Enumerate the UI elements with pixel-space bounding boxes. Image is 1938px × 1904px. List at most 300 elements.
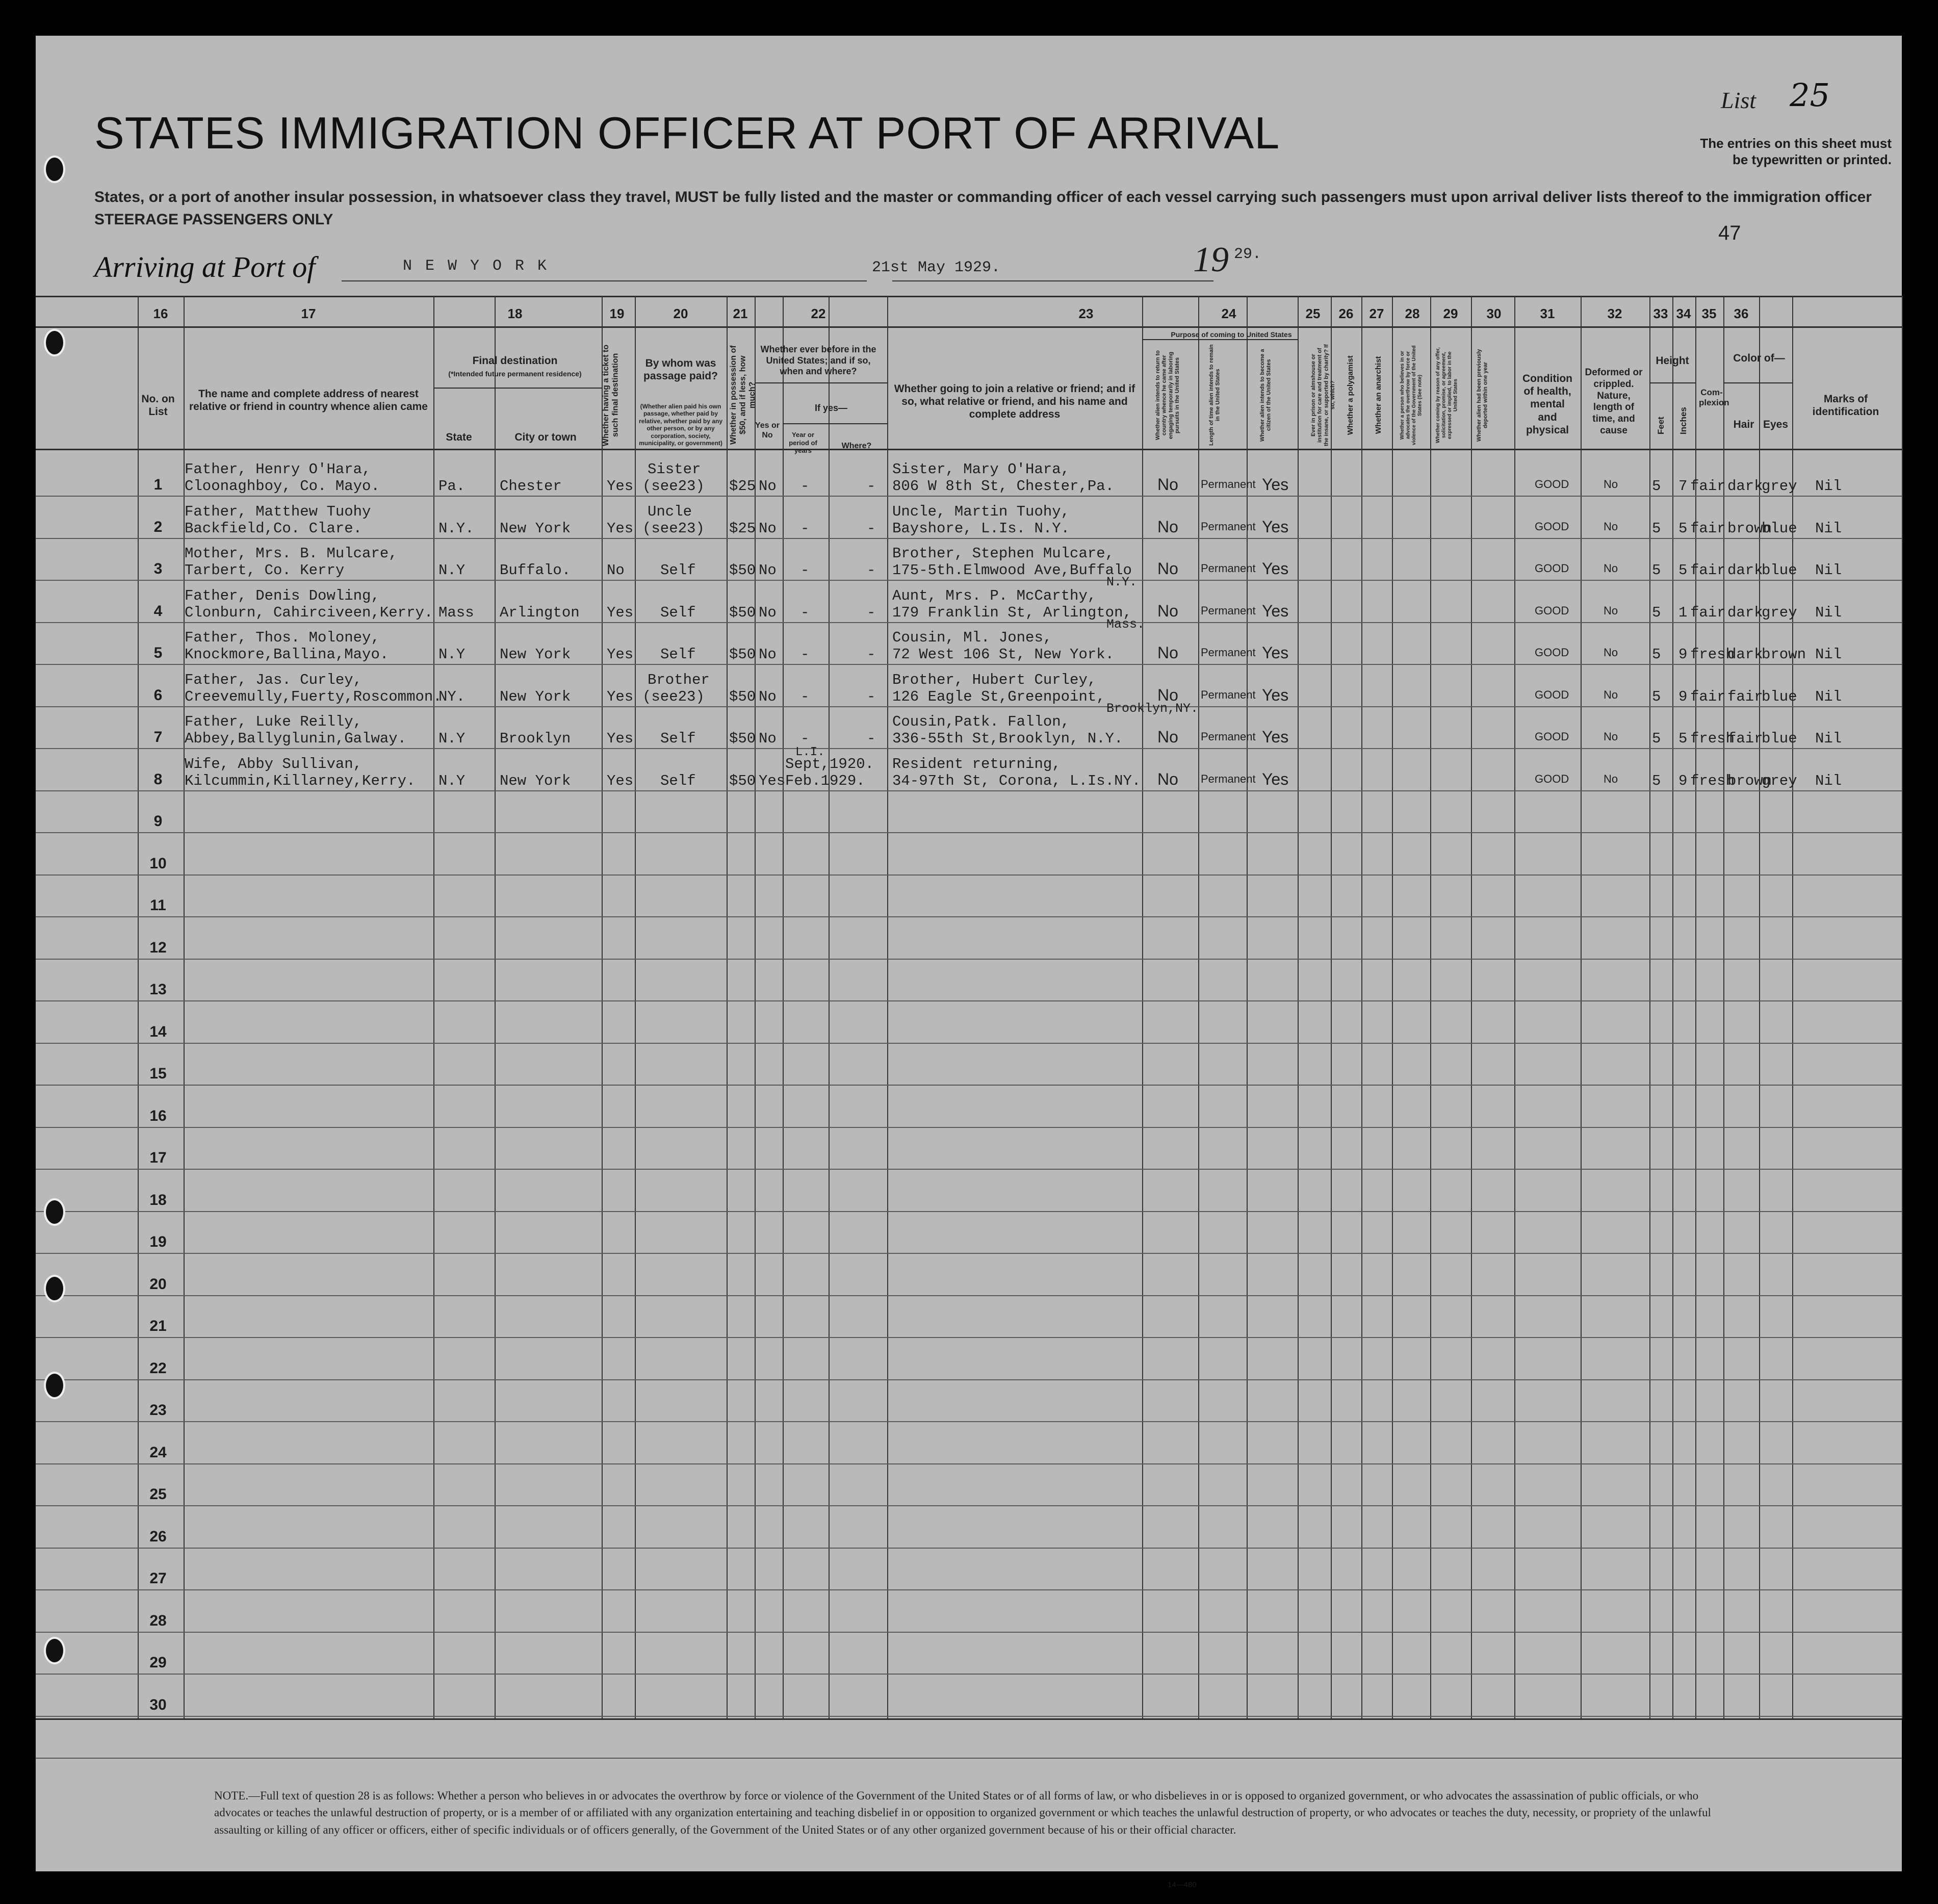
row-rule	[36, 1043, 1902, 1044]
row-number: 27	[149, 1570, 167, 1587]
money-value: $50	[729, 688, 756, 705]
column-number: 18	[507, 306, 523, 321]
health-value: GOOD	[1535, 730, 1569, 743]
purpose-length: Permanent	[1201, 688, 1256, 701]
header-purpose-a: Whether alien intends to return to country whence he came after engaging temporarily in laboring pursuits in the United States	[1155, 350, 1180, 441]
port-underline	[342, 280, 867, 281]
relative-address: Creevemully,Fuerty,Roscommon.	[185, 688, 442, 705]
hair-value: fair	[1727, 688, 1763, 705]
paid-by: Self	[660, 604, 696, 621]
purpose-length: Permanent	[1201, 730, 1256, 743]
hair-value: dark	[1727, 646, 1763, 663]
row-rule	[36, 706, 1902, 707]
row-rule	[36, 1505, 1902, 1506]
table-top-rule	[36, 296, 1902, 297]
join-relative: Aunt, Mrs. P. McCarthy,	[892, 587, 1097, 604]
purpose-length: Permanent	[1201, 772, 1256, 785]
footnote: NOTE.—Full text of question 28 is as follows: Whether a person who believes in or advocates the overthrow by force or violence of the Government of the United States or of all forms of law, or who disbelieves in or is opposed to organized government, or who advocates the assassination of public officials, or who advocates or teaches the unlawful destruction of property, or is a member of or affiliated with any organization entertaining and teaching disbelief in or opposition to organized government or which teaches the unlawful destruction of property, or who advocates or teaches the duty, necessity, or propriety of the unlawful assaulting or killing of any officer or officers, either of specific individuals or of officers generally, of the Government of the United States or of any other organized government because of his or their official character.	[214, 1789, 1711, 1836]
typewritten-note-1: The entries on this sheet must	[1700, 136, 1892, 151]
paid-by: Self	[660, 772, 696, 789]
row-number: 12	[149, 939, 167, 956]
header-complexion: Com-plexion	[1699, 388, 1729, 408]
before-year: -	[800, 646, 810, 663]
relative-name: Father, Henry O'Hara,	[185, 461, 371, 478]
row-rule	[36, 916, 1902, 917]
join-address: Bayshore, L.Is. N.Y.	[892, 520, 1070, 537]
header-marks: Marks of identification	[1812, 393, 1879, 418]
date-underline	[892, 280, 1213, 281]
header-ticket: Whether having a ticket to such final destination	[602, 344, 620, 446]
destination-state: Pa.	[438, 478, 466, 495]
height-feet: 5	[1652, 646, 1661, 663]
header-if-yes: If yes—	[814, 403, 848, 413]
typewritten-note-2: be typewritten or printed.	[1732, 152, 1892, 167]
header-prison: Ever in prison or almshouse or institution for care and treatment of the insane, or supported by charity? If so, which?	[1310, 344, 1336, 446]
column-number: 21	[733, 306, 748, 321]
header-final-destination-note: (*Intended future permanent residence)	[448, 370, 582, 378]
destination-state: N.Y	[438, 772, 466, 789]
hair-value: dark	[1727, 604, 1763, 621]
before-us-value: No	[759, 562, 777, 579]
height-inches: 7	[1678, 478, 1688, 495]
row-number: 8	[153, 770, 163, 788]
relative-name: Father, Denis Dowling,	[185, 587, 380, 604]
health-value: GOOD	[1535, 772, 1569, 785]
before-where: -	[867, 730, 876, 747]
before-us-value: No	[759, 688, 777, 705]
height-inches: 9	[1678, 646, 1688, 663]
eyes-value: blue	[1762, 562, 1797, 579]
hair-value: fair	[1727, 730, 1763, 747]
relative-name: Wife, Abby Sullivan,	[185, 755, 363, 773]
relative-address: Knockmore,Ballina,Mayo.	[185, 646, 389, 663]
before-where: -	[867, 562, 876, 579]
ticket-value: Yes	[607, 604, 634, 621]
header-final-destination: Final destination	[472, 355, 558, 367]
port-value: N E W Y O R K	[403, 258, 549, 275]
column-number: 36	[1734, 306, 1749, 321]
column-number: 26	[1338, 306, 1354, 321]
row-rule	[36, 1211, 1902, 1212]
before-us-value: No	[759, 604, 777, 621]
subheader-rule	[783, 423, 887, 424]
marks-value: Nil	[1815, 730, 1842, 747]
height-inches: 5	[1678, 520, 1688, 537]
relative-name: Mother, Mrs. B. Mulcare,	[185, 545, 398, 562]
arriving-label: Arriving at Port of	[94, 250, 316, 284]
eyes-value: grey	[1762, 478, 1797, 495]
list-number: 25	[1790, 76, 1830, 114]
row-number: 28	[149, 1612, 167, 1629]
join-relative: Brother, Hubert Curley,	[892, 671, 1097, 688]
money-value: $25	[729, 478, 756, 495]
health-value: GOOD	[1535, 478, 1569, 491]
form-reference: 14—480	[1168, 1881, 1197, 1889]
purpose-return: No	[1157, 644, 1178, 662]
purpose-citizen: Yes	[1262, 644, 1289, 662]
header-anarchist: Whether an anarchist	[1374, 356, 1383, 434]
purpose-citizen: Yes	[1262, 769, 1289, 788]
purpose-length: Permanent	[1201, 520, 1256, 533]
row-number: 22	[149, 1359, 167, 1377]
row-rule	[36, 874, 1902, 876]
height-feet: 5	[1652, 688, 1661, 705]
binder-hole	[44, 1275, 65, 1302]
before-us-value: No	[759, 520, 777, 537]
row-number: 21	[149, 1318, 167, 1334]
purpose-return: No	[1157, 601, 1178, 620]
row-number: 19	[149, 1233, 167, 1250]
before-year: Feb.1929.	[785, 772, 865, 789]
subheader-rule	[1649, 382, 1695, 383]
row-number: 15	[149, 1065, 167, 1082]
header-no-on-list: No. on List	[141, 393, 175, 418]
destination-city: Brooklyn	[500, 730, 571, 747]
row-number: 6	[153, 686, 163, 704]
destination-city: New York	[500, 688, 571, 705]
column-number: 20	[673, 306, 688, 321]
complexion-value: fair	[1690, 478, 1726, 495]
year-prefix: 19	[1193, 240, 1229, 279]
height-feet: 5	[1652, 478, 1661, 495]
money-value: $50	[729, 646, 756, 663]
relative-address: Abbey,Ballyglunin,Galway.	[185, 730, 407, 747]
binder-hole	[44, 1637, 65, 1664]
purpose-length: Permanent	[1201, 646, 1256, 659]
before-year: -	[800, 562, 810, 579]
deformed-value: No	[1604, 646, 1618, 659]
health-value: GOOD	[1535, 604, 1569, 617]
subheader-rule	[755, 382, 887, 383]
row-rule	[36, 1589, 1902, 1590]
destination-state: N.Y.	[438, 520, 474, 537]
height-inches: 9	[1678, 772, 1688, 789]
before-year: -	[800, 730, 810, 747]
money-value: $50	[729, 772, 756, 789]
relative-address: Clonburn, Cahirciveen,Kerry.	[185, 604, 433, 621]
row-rule	[36, 496, 1902, 497]
column-number: 16	[153, 306, 168, 321]
deformed-value: No	[1604, 478, 1618, 491]
row-number: 9	[153, 813, 163, 830]
destination-city: Arlington	[500, 604, 580, 621]
eyes-value: blue	[1762, 520, 1797, 537]
ticket-value: Yes	[607, 520, 634, 537]
money-value: $25	[729, 520, 756, 537]
header-year-period: Year or period of years	[789, 431, 817, 455]
row-number: 16	[149, 1107, 167, 1124]
purpose-return: No	[1157, 685, 1178, 704]
purpose-citizen: Yes	[1262, 728, 1289, 746]
marks-value: Nil	[1815, 688, 1842, 705]
health-value: GOOD	[1535, 562, 1569, 575]
column-number: 35	[1701, 306, 1717, 321]
destination-state: NY.	[438, 688, 466, 705]
sheet-number: 47	[1718, 222, 1741, 244]
column-number-rule	[36, 326, 1902, 328]
before-us-value: No	[759, 646, 777, 663]
before-where: -	[867, 646, 876, 663]
deformed-value: No	[1604, 730, 1618, 743]
complexion-value: fair	[1690, 688, 1726, 705]
row-rule	[36, 1758, 1902, 1759]
destination-city: New York	[500, 646, 571, 663]
join-address: 336-55th St,Brooklyn, N.Y.	[892, 730, 1123, 747]
purpose-length: Permanent	[1201, 604, 1256, 617]
row-rule	[36, 832, 1902, 833]
row-number: 1	[153, 476, 163, 493]
deformed-value: No	[1604, 562, 1618, 575]
header-feet: Feet	[1656, 417, 1666, 435]
binder-hole	[44, 1372, 65, 1399]
column-rule	[1902, 296, 1903, 1718]
row-rule	[36, 959, 1902, 960]
row-rule	[36, 1169, 1902, 1170]
row-number: 4	[153, 602, 163, 620]
relative-address: Backfield,Co. Clare.	[185, 520, 363, 537]
purpose-return: No	[1157, 517, 1178, 536]
join-address-extra: Brooklyn,NY.	[1106, 701, 1199, 716]
before-where: -	[867, 688, 876, 705]
row-rule	[36, 748, 1902, 749]
passenger-class-label: STEERAGE PASSENGERS ONLY	[94, 211, 333, 228]
purpose-citizen: Yes	[1262, 475, 1289, 494]
row-number: 29	[149, 1654, 167, 1671]
row-rule	[36, 1674, 1902, 1675]
row-number: 3	[153, 560, 163, 577]
header-paid-by: By whom was passage paid?	[643, 357, 718, 382]
instructions-text: States, or a port of another insular possession, in whatsoever class they travel, MUST be fully listed and the master or commanding officer of each vessel carrying such passengers must upon arrival deliver lists thereof to the immigration officer	[94, 189, 1872, 205]
header-purpose-c: Whether alien intends to become a citizen of the United States	[1259, 349, 1272, 442]
row-rule	[36, 790, 1902, 791]
join-address: 175-5th.Elmwood Ave,Buffalo	[892, 562, 1132, 579]
ticket-value: Yes	[607, 478, 634, 495]
column-number: 17	[301, 306, 316, 321]
row-rule	[36, 1716, 1902, 1717]
row-rule	[36, 1379, 1902, 1380]
join-relative: Cousin,Patk. Fallon,	[892, 713, 1070, 730]
header-purpose-b: Length of time alien intends to remain in the United States	[1208, 344, 1221, 446]
before-year: -	[800, 604, 810, 621]
complexion-value: fresh	[1690, 730, 1735, 747]
row-rule	[36, 622, 1902, 623]
purpose-length: Permanent	[1201, 478, 1256, 491]
row-rule	[36, 1295, 1902, 1296]
ticket-value: Yes	[607, 730, 634, 747]
row-number: 14	[149, 1023, 167, 1040]
subheader-rule	[433, 388, 602, 389]
purpose-citizen: Yes	[1262, 601, 1289, 620]
row-rule	[36, 1337, 1902, 1338]
column-number: 28	[1405, 306, 1420, 321]
row-rule	[36, 1000, 1902, 1001]
before-year: -	[800, 688, 810, 705]
destination-city: New York	[500, 520, 571, 537]
arrival-date: 21st May 1929.	[872, 259, 1001, 276]
purpose-citizen: Yes	[1262, 517, 1289, 536]
height-feet: 5	[1652, 730, 1661, 747]
eyes-value: blue	[1762, 730, 1797, 747]
header-state: State	[446, 431, 472, 443]
row-rule	[36, 1548, 1902, 1549]
height-feet: 5	[1652, 520, 1661, 537]
complexion-value: fresh	[1690, 772, 1735, 789]
row-number: 30	[149, 1696, 167, 1713]
row-number: 23	[149, 1402, 167, 1419]
money-value: $50	[729, 604, 756, 621]
row-number: 18	[149, 1191, 167, 1208]
eyes-value: grey	[1762, 604, 1797, 621]
height-inches: 5	[1678, 730, 1688, 747]
before-where: -	[867, 520, 876, 537]
deformed-value: No	[1604, 772, 1618, 785]
complexion-value: fresh	[1690, 646, 1735, 663]
before-where: -	[867, 478, 876, 495]
row-number: 2	[153, 518, 163, 535]
before-us-value: Yes	[759, 772, 786, 789]
paid-by: Self	[660, 730, 696, 747]
height-inches: 5	[1678, 562, 1688, 579]
row-number: 20	[149, 1275, 167, 1293]
money-value: $50	[729, 562, 756, 579]
header-inches: Inches	[1678, 407, 1688, 434]
destination-state: N.Y	[438, 730, 466, 747]
manifest-sheet	[36, 36, 1902, 1889]
column-number: 24	[1221, 306, 1236, 321]
subheader-rule	[1142, 339, 1298, 340]
row-rule	[36, 664, 1902, 665]
column-number: 29	[1443, 306, 1458, 321]
deformed-value: No	[1604, 688, 1618, 701]
column-number: 34	[1676, 306, 1691, 321]
table-bottom-rule	[36, 1718, 1902, 1720]
column-number: 25	[1305, 306, 1321, 321]
hair-value: brown	[1727, 520, 1772, 537]
before-where: -	[867, 604, 876, 621]
header-height: Height	[1656, 355, 1689, 367]
header-relative-country: The name and complete address of nearest relative or friend in country whence alien came	[189, 388, 428, 413]
join-address: 806 W 8th St, Chester,Pa.	[892, 478, 1115, 495]
paid-by: Uncle	[648, 503, 692, 520]
purpose-return: No	[1157, 728, 1178, 746]
marks-value: Nil	[1815, 646, 1842, 663]
money-value: $50	[729, 730, 756, 747]
row-number: 24	[149, 1444, 167, 1461]
join-address: 179 Franklin St, Arlington,	[892, 604, 1132, 621]
header-purpose: Purpose of coming to United States	[1171, 330, 1292, 339]
header-overthrow: Whether a person who believes in or advocates the overthrow by force or violence of the Government of the United States (See note)	[1400, 345, 1423, 445]
binder-hole	[44, 156, 65, 183]
paid-by: Brother	[648, 671, 710, 688]
destination-city: Chester	[500, 478, 562, 495]
marks-value: Nil	[1815, 520, 1842, 537]
row-rule	[36, 580, 1902, 581]
column-number: 22	[811, 306, 826, 321]
marks-value: Nil	[1815, 772, 1842, 789]
binder-hole	[44, 1198, 65, 1226]
before-where: L.I.	[795, 745, 825, 759]
complexion-value: fair	[1690, 562, 1726, 579]
column-number: 33	[1653, 306, 1668, 321]
relative-address: Cloonaghboy, Co. Mayo.	[185, 478, 380, 495]
join-address-extra: N.Y.	[1106, 575, 1138, 589]
before-year: Sept,1920.	[785, 755, 874, 773]
paid-by-note: (see23)	[642, 688, 705, 705]
height-feet: 5	[1652, 772, 1661, 789]
header-bottom-rule	[36, 449, 1902, 450]
header-deported: Whether alien had been previously deported within one year	[1476, 349, 1489, 442]
column-number: 23	[1078, 306, 1094, 321]
ticket-value: Yes	[607, 646, 634, 663]
destination-city: Buffalo.	[500, 562, 571, 579]
row-rule	[36, 1421, 1902, 1422]
header-city: City or town	[514, 431, 577, 443]
header-paid-by-note: (Whether alien paid his own passage, whether paid by relative, whether paid by any other person, or by any corporation, society, municipality, or government)	[638, 403, 723, 447]
row-number: 5	[153, 645, 163, 661]
paid-by-note: (see23)	[642, 520, 705, 537]
purpose-return: No	[1157, 559, 1178, 578]
purpose-return: No	[1157, 475, 1178, 494]
relative-address: Kilcummin,Killarney,Kerry.	[185, 772, 416, 789]
row-number: 25	[149, 1486, 167, 1503]
relative-name: Father, Jas. Curley,	[185, 671, 363, 688]
header-deformed: Deformed or crippled. Nature, length of time, and cause	[1585, 367, 1643, 436]
header-eyes: Eyes	[1763, 419, 1789, 430]
join-address: 72 West 106 St, New York.	[892, 646, 1115, 663]
eyes-value: grey	[1762, 772, 1797, 789]
row-number: 13	[149, 981, 167, 998]
column-number: 27	[1369, 306, 1384, 321]
header-color-of: Color of—	[1733, 352, 1785, 364]
binder-hole	[44, 329, 65, 356]
join-address: 126 Eagle St,Greenpoint,	[892, 688, 1105, 705]
relative-name: Father, Thos. Moloney,	[185, 629, 380, 646]
header-contract: Whether coming by reason of any offer, solicitation, promise, or agreement, expressed or implied, to labor in the United States	[1435, 347, 1459, 443]
before-year: -	[800, 478, 810, 495]
header-yes-no: Yes or No	[755, 421, 780, 440]
relative-name: Father, Luke Reilly,	[185, 713, 363, 730]
before-us-value: No	[759, 730, 777, 747]
row-number: 7	[153, 729, 163, 745]
header-where: Where?	[841, 442, 872, 450]
join-relative: Resident returning,	[892, 755, 1061, 773]
purpose-length: Permanent	[1201, 562, 1256, 575]
deformed-value: No	[1604, 604, 1618, 617]
header-health: Condition of health, mental and physical	[1522, 373, 1572, 436]
complexion-value: fair	[1690, 604, 1726, 621]
header-before-us: Whether ever before in the United States; and if so, when and where?	[760, 344, 876, 377]
join-address-extra: Mass.	[1106, 616, 1145, 632]
destination-state: N.Y	[438, 646, 466, 663]
column-number: 19	[609, 306, 625, 321]
before-us-value: No	[759, 478, 777, 495]
deformed-value: No	[1604, 520, 1618, 533]
purpose-citizen: Yes	[1262, 685, 1289, 704]
join-relative: Brother, Stephen Mulcare,	[892, 545, 1115, 562]
ticket-value: Yes	[607, 688, 634, 705]
paid-by-note: (see23)	[642, 478, 705, 495]
marks-value: Nil	[1815, 562, 1842, 579]
row-rule	[36, 1463, 1902, 1464]
row-number: 26	[149, 1528, 167, 1545]
before-year: -	[800, 520, 810, 537]
complexion-value: fair	[1690, 520, 1726, 537]
paid-by: Self	[660, 646, 696, 663]
destination-state: Mass	[438, 604, 474, 621]
hair-value: dark	[1727, 562, 1763, 579]
join-relative: Uncle, Martin Tuohy,	[892, 503, 1070, 520]
eyes-value: brown	[1762, 646, 1806, 663]
